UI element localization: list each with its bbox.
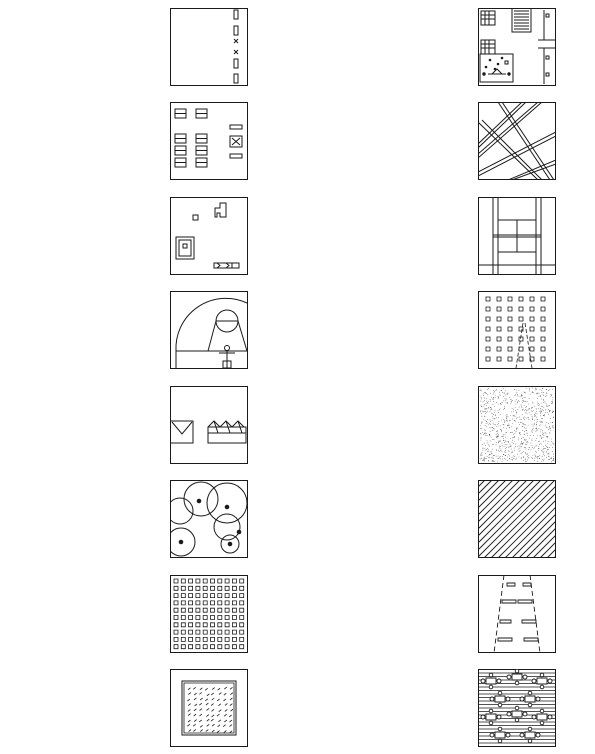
decking-symbol	[478, 480, 556, 558]
minigolf-symbol	[170, 197, 248, 275]
tables-symbol	[170, 102, 248, 180]
water-symbol	[170, 669, 248, 747]
benches-symbol	[170, 8, 248, 86]
skatepark-symbol	[170, 386, 248, 464]
lighting-symbol	[478, 102, 556, 180]
chairs-symbol	[170, 575, 248, 653]
trees-symbol	[170, 480, 248, 558]
basketball-symbol	[170, 291, 248, 369]
slope-symbol	[478, 575, 556, 653]
terrace-symbol	[478, 669, 556, 747]
grass-symbol	[478, 386, 556, 464]
tennis-symbol	[478, 197, 556, 275]
cinema-symbol	[478, 291, 556, 369]
playground-symbol	[478, 8, 556, 86]
